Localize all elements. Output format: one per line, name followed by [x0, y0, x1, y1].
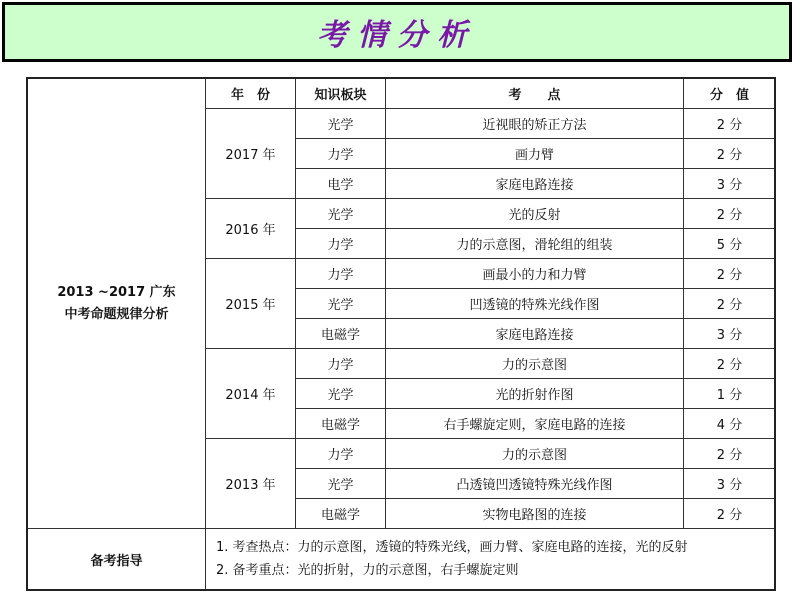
analysis-label-cell	[28, 79, 206, 529]
point-cell: 实物电路图的连接	[386, 499, 684, 529]
point-cell: 近视眼的矫正方法	[386, 109, 684, 139]
score-cell: 3 分	[684, 169, 776, 199]
block-cell: 电磁学	[296, 409, 386, 439]
score-cell: 1 分	[684, 379, 776, 409]
title-banner	[2, 2, 792, 62]
point-cell: 凹透镜的特殊光线作图	[386, 289, 684, 319]
block-cell: 光学	[296, 199, 386, 229]
guide-row	[28, 529, 776, 590]
block-cell: 力学	[296, 439, 386, 469]
exam-table-body	[28, 79, 776, 590]
point-cell: 力的示意图，滑轮组的组装	[386, 229, 684, 259]
score-cell: 2 分	[684, 139, 776, 169]
point-cell: 力的示意图	[386, 349, 684, 379]
point-cell: 家庭电路连接	[386, 169, 684, 199]
point-cell: 右手螺旋定则，家庭电路的连接	[386, 409, 684, 439]
score-cell: 4 分	[684, 409, 776, 439]
header-point: 考 点	[386, 79, 684, 109]
analysis-label-line1: 2013 ~2017 广东	[57, 284, 176, 300]
header-row	[28, 79, 776, 109]
year-cell: 2015 年	[206, 259, 296, 349]
point-cell: 凸透镜凹透镜特殊光线作图	[386, 469, 684, 499]
guide-label: 备考指导	[28, 529, 206, 590]
score-cell: 2 分	[684, 289, 776, 319]
year-cell: 2013 年	[206, 439, 296, 529]
block-cell: 力学	[296, 229, 386, 259]
block-cell: 光学	[296, 289, 386, 319]
block-cell: 电学	[296, 169, 386, 199]
analysis-label-line2: 中考命题规律分析	[64, 306, 169, 322]
header-year: 年 份	[206, 79, 296, 109]
point-cell: 家庭电路连接	[386, 319, 684, 349]
point-cell: 画最小的力和力臂	[386, 259, 684, 289]
score-cell: 2 分	[684, 349, 776, 379]
point-cell: 光的折射作图	[386, 379, 684, 409]
score-cell: 3 分	[684, 469, 776, 499]
score-cell: 2 分	[684, 109, 776, 139]
score-cell: 2 分	[684, 199, 776, 229]
year-cell: 2014 年	[206, 349, 296, 439]
point-cell: 力的示意图	[386, 439, 684, 469]
header-block: 知识板块	[296, 79, 386, 109]
block-cell: 力学	[296, 349, 386, 379]
score-cell: 3 分	[684, 319, 776, 349]
block-cell: 力学	[296, 259, 386, 289]
block-cell: 力学	[296, 139, 386, 169]
exam-analysis-table	[27, 78, 776, 590]
year-cell: 2017 年	[206, 109, 296, 199]
block-cell: 电磁学	[296, 319, 386, 349]
score-cell: 5 分	[684, 229, 776, 259]
block-cell: 光学	[296, 469, 386, 499]
guide-text	[206, 529, 776, 590]
score-cell: 2 分	[684, 439, 776, 469]
score-cell: 2 分	[684, 259, 776, 289]
block-cell: 光学	[296, 109, 386, 139]
block-cell: 光学	[296, 379, 386, 409]
guide-line: 1. 考查热点：力的示意图，透镜的特殊光线，画力臂、家庭电路的连接，光的反射	[216, 540, 688, 555]
header-score: 分 值	[684, 79, 776, 109]
guide-line: 2. 备考重点：光的折射，力的示意图，右手螺旋定则	[216, 563, 519, 578]
score-cell: 2 分	[684, 499, 776, 529]
page-title: 考情分析	[317, 18, 477, 53]
block-cell: 电磁学	[296, 499, 386, 529]
point-cell: 光的反射	[386, 199, 684, 229]
point-cell: 画力臂	[386, 139, 684, 169]
year-cell: 2016 年	[206, 199, 296, 259]
